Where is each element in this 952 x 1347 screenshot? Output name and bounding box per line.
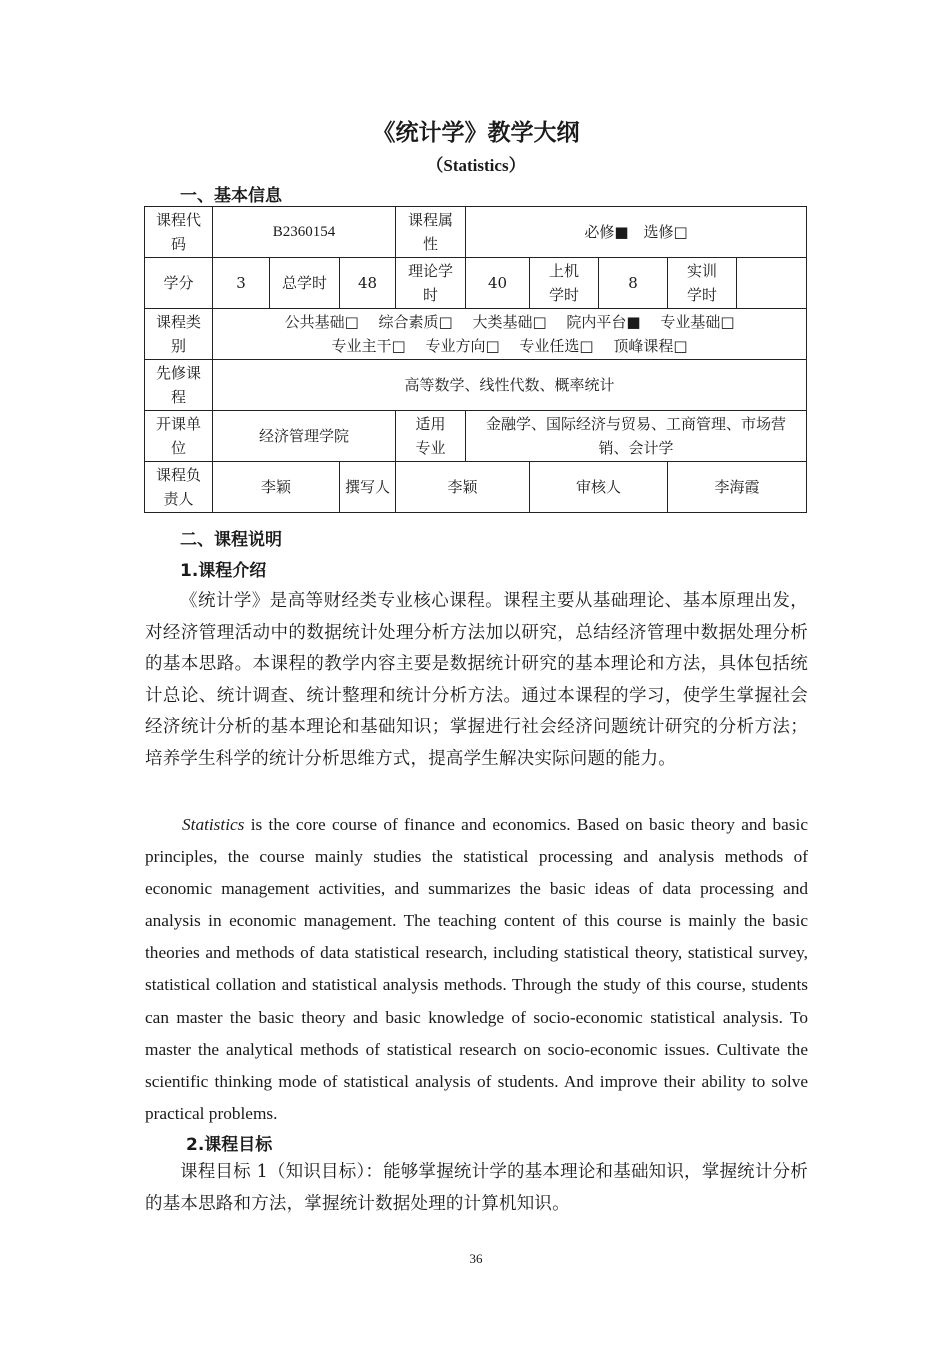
table-row [145,207,807,258]
dept-value: 经济管理学院 [213,411,396,462]
computer-hours-value: 8 [599,258,668,309]
course-objectives-heading: 2.课程目标 [186,1135,273,1155]
credit-label: 学分 [145,258,213,309]
reviewer-value: 李海霞 [668,462,807,513]
document-subtitle: （Statistics） [426,156,526,175]
objective-1: 课程目标 1（知识目标）：能够掌握统计学的基本理论和基础知识，掌握统计分析的基本思路和方法，掌握统计数据处理的计算机知识。 [145,1162,808,1214]
table-row [145,309,807,360]
prereq-value: 高等数学、线性代数、概率统计 [213,360,807,411]
course-name-italic: Statistics [182,815,245,834]
table-row [145,462,807,513]
practice-hours-value [737,258,807,309]
owner-label: 课程负责人 [145,462,213,513]
course-intro-heading: 1.课程介绍 [180,561,267,581]
owner-value: 李颖 [213,462,340,513]
table-row [145,360,807,411]
computer-hours-label: 上机学时 [530,258,599,309]
basic-info-table [144,206,807,513]
category-line-1: 公共基础□ 综合素质□ 大类基础□ 院内平台■ 专业基础□ [284,313,735,331]
total-hours-label: 总学时 [270,258,340,309]
category-line-2: 专业主干□ 专业方向□ 专业任选□ 顶峰课程□ [331,337,688,355]
table-row [145,411,807,462]
credit-value: 3 [213,258,270,309]
major-label: 适用专业 [396,411,466,462]
theory-hours-value: 40 [466,258,530,309]
table-row [145,258,807,309]
section-course-desc-heading: 二、课程说明 [180,530,282,550]
course-category-label: 课程类别 [145,309,213,360]
course-category-value [213,309,807,360]
theory-hours-label: 理论学时 [396,258,466,309]
prereq-label: 先修课程 [145,360,213,411]
writer-label: 撰写人 [340,462,396,513]
practice-hours-label: 实训学时 [668,258,737,309]
reviewer-label: 审核人 [530,462,668,513]
writer-value: 李颖 [396,462,530,513]
major-value: 金融学、国际经济与贸易、工商管理、市场营销、会计学 [466,411,807,462]
course-code-label: 课程代码 [145,207,213,258]
document-title: 《统计学》教学大纲 [372,120,580,146]
dept-label: 开课单位 [145,411,213,462]
course-intro-en-text: is the core course of finance and economics. Based on basic theory and basic principles, the course mainly studies the statistical processing and analysis methods of economic management activities, and summarizes the basic ideas of data processing and analysis in economic management. The teaching content of this course is mainly the basic theories and methods of data statistical research, including statistical theory, statistical survey, statistical collation and statistical analysis methods. Through the study of this course, students can master the basic theory and basic knowledge of socio-economic statistical analysis. To master the analytical methods of statistical research on socio-economic issues. Cultivate the scientific thinking mode of statistical analysis of students. And improve their ability to solve practical problems. [145,815,808,1123]
page-number: 36 [469,1251,483,1266]
course-intro-en [145,809,808,1130]
course-intro-cn: 《统计学》是高等财经类专业核心课程。课程主要从基础理论、基本原理出发，对经济管理活动中的数据统计处理分析方法加以研究，总结经济管理中数据处理分析的基本思路。本课程的教学内容主要是数据统计研究的基本理论和方法，具体包括统计总论、统计调查、统计整理和统计分析方法。通过本课程的学习，使学生掌握社会经济统计分析的基本理论和基础知识；掌握进行社会经济问题统计研究的分析方法；培养学生科学的统计分析思维方式，提高学生解决实际问题的能力。 [145,591,808,769]
section-basic-info-heading: 一、基本信息 [180,186,282,206]
course-attr-value: 必修■ 选修□ [466,207,807,258]
course-code-value: B2360154 [213,207,396,258]
total-hours-value: 48 [340,258,396,309]
course-attr-label: 课程属性 [396,207,466,258]
